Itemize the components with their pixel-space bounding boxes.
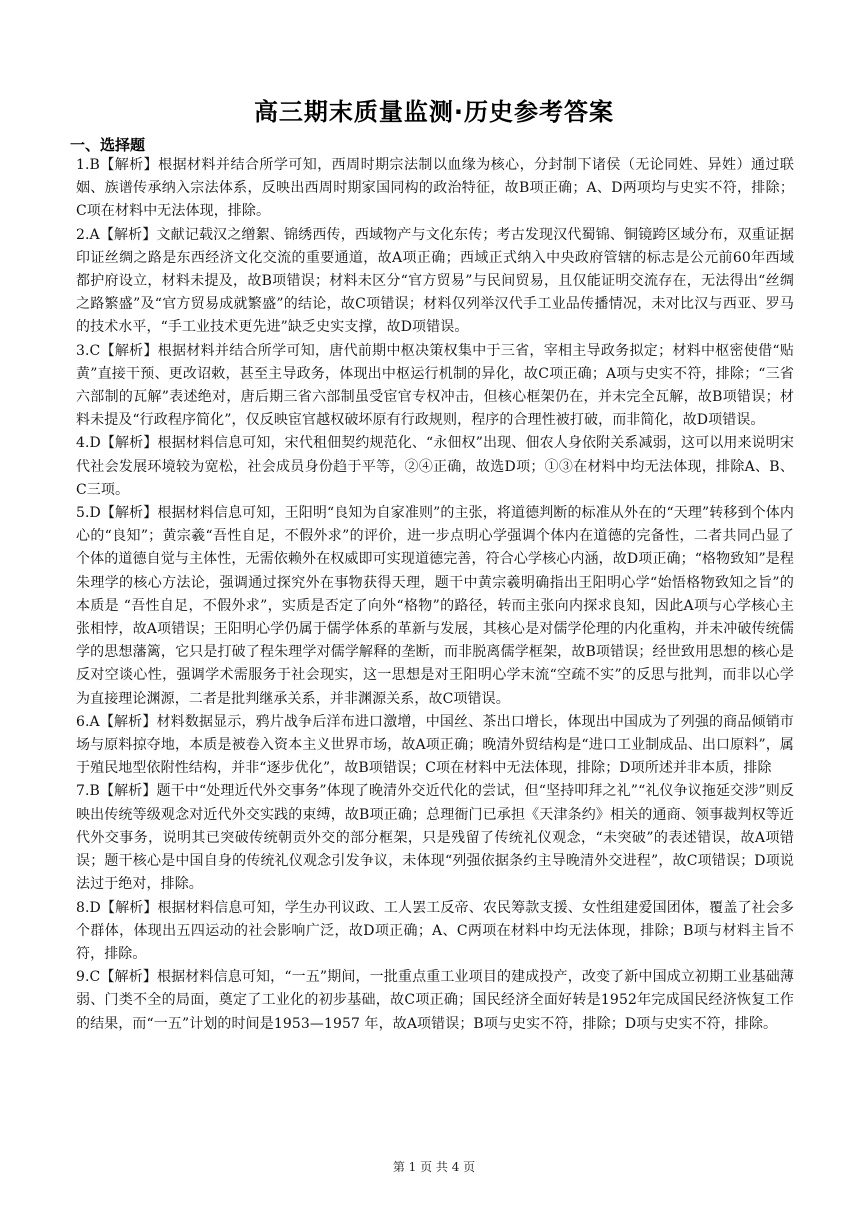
answer-paragraph-8: 8.D【解析】根据材料信息可知，学生办刊议政、工人罢工反帝、农民筹款支援、女性组建爱国团体，覆盖了社会多个群体，体现出五四运动的社会影响广泛，故D项正确；A、C两项在材料中均无法体现，排除；B项与材料主旨不符，排除。 — [76, 899, 794, 962]
answer-paragraph-2: 2.A【解析】文献记载汉之缯絮、锦绣西传，西域物产与文化东传；考古发现汉代蜀锦、铜镜跨区域分布，双重证据印证丝绸之路是东西经济文化交流的重要通道，故A项正确；西域正式纳入中央政府管辖的标志是公元前60年西域都护府设立，材料未提及，故B项错误；材料未区分“官方贸易”与民间贸易，且仅能证明交流存在，无法得出“丝绸之路繁盛”及“官方贸易成就繁盛”的结论，故C项错误；材料仅列举汉代手工业品传播情况，未对比汉与西亚、罗马的技术水平，“手工业技术更先进”缺乏史实支撑，故D项错误。 — [76, 226, 794, 336]
answer-list — [76, 154, 794, 1036]
answer-paragraph-5: 5.D【解析】根据材料信息可知，王阳明“良知为自家准则”的主张，将道德判断的标准从外在的“天理”转移到个体内心的“良知”；黄宗羲“吾性自足，不假外求”的评价，进一步点明心学强调个体内在道德的完备性，二者共同凸显了个体的道德自觉与主体性，无需依赖外在权威即可实现道德完善，符合心学核心内涵，故D项正确；“格物致知”是程朱理学的核心方法论，强调通过探究外在事物获得天理，题干中黄宗羲明确指出王阳明心学“始悟格物致知之旨”的本质是 “吾性自足，不假外求”，实质是否定了向外“格物”的路径，转而主张向内探求良知，因此A项与心学核心主张相悖，故A项错误；王阳明心学仍属于儒学体系的革新与发展，其核心是对儒学伦理的内化重构，并未冲破传统儒学的思想藩篱，它只是打破了程朱理学对儒学解释的垄断，而非脱离儒学框架，故B项错误；经世致用思想的核心是反对空谈心性，强调学术需服务于社会现实，这一思想是对王阳明心学末流“空疏不实”的反思与批判，而非以心学为直接理论渊源，二者是批判继承关系，并非渊源关系，故C项错误。 — [76, 505, 794, 707]
document-title: 高三期末质量监测·历史参考答案 — [253, 98, 615, 126]
answer-paragraph-9: 9.C【解析】根据材料信息可知，“一五”期间，一批重点重工业项目的建成投产，改变了新中国成立初期工业基础薄弱、门类不全的局面，奠定了工业化的初步基础，故C项正确；国民经济全面好转是1952年完成国民经济恢复工作的结果，而“一五”计划的时间是1953—1957 年，故A项错误；B项与史实不符，排除；D项与史实不符，排除。 — [76, 969, 794, 1032]
answer-paragraph-3: 3.C【解析】根据材料并结合所学可知，唐代前期中枢决策权集中于三省，宰相主导政务拟定；材料中枢密使借“贴黄”直接干预、更改诏敕，甚至主导政务，体现出中枢运行机制的异化，故C项正确；A项与史实不符，排除；“三省六部制的瓦解”表述绝对，唐后期三省六部制虽受宦官专权冲击，但核心框架仍在，并未完全瓦解，故B项错误；材料未提及“行政程序简化”，仅反映宦官越权破坏原有行政规则，程序的合理性被打破，而非简化，故D项错误。 — [76, 342, 794, 429]
answer-paragraph-4: 4.D【解析】根据材料信息可知，宋代租佃契约规范化、“永佃权”出现、佃农人身依附关系减弱，这可以用来说明宋代社会发展环境较为宽松，社会成员身份趋于平等，②④正确，故选D项；①③在材料中均无法体现，排除A、B、C三项。 — [76, 435, 794, 498]
answer-paragraph-6: 6.A【解析】材料数据显示，鸦片战争后洋布进口激增，中国丝、茶出口增长，体现出中国成为了列强的商品倾销市场与原料掠夺地，本质是被卷入资本主义世界市场，故A项正确；晚清外贸结构是“进口工业制成品、出口原料”，属于殖民地型依附性结构，并非“逐步优化”，故B项错误；C项在材料中无法体现，排除；D项所述并非本质，排除 — [76, 713, 794, 777]
answer-paragraph-1: 1.B【解析】根据材料并结合所学可知，西周时期宗法制以血缘为核心，分封制下诸侯（无论同姓、异姓）通过联姻、族谱传承纳入宗法体系，反映出西周时期家国同构的政治特征，故B项正确；A、D两项均与史实不符，排除；C项在材料中无法体现，排除。 — [76, 157, 794, 220]
page-footer: 第 1 页 共 4 页 — [392, 1160, 476, 1174]
section-heading: 一、选择题 — [70, 136, 146, 154]
answer-paragraph-7: 7.B【解析】题干中“处理近代外交事务”体现了晚清外交近代化的尝试，但“坚持叩拜之礼”“礼仪争议拖延交涉”则反映出传统等级观念对近代外交实践的束缚，故B项正确；总理衙门已承担《天津条约》相关的通商、领事裁判权等近代外交事务，说明其已突破传统朝贡外交的部分框架，只是残留了传统礼仪观念，“未突破”的表述错误，故A项错误；题干核心是中国自身的传统礼仪观念引发争议，未体现“列强依据条约主导晚清外交进程”，故C项错误；D项说法过于绝对，排除。 — [76, 783, 794, 893]
